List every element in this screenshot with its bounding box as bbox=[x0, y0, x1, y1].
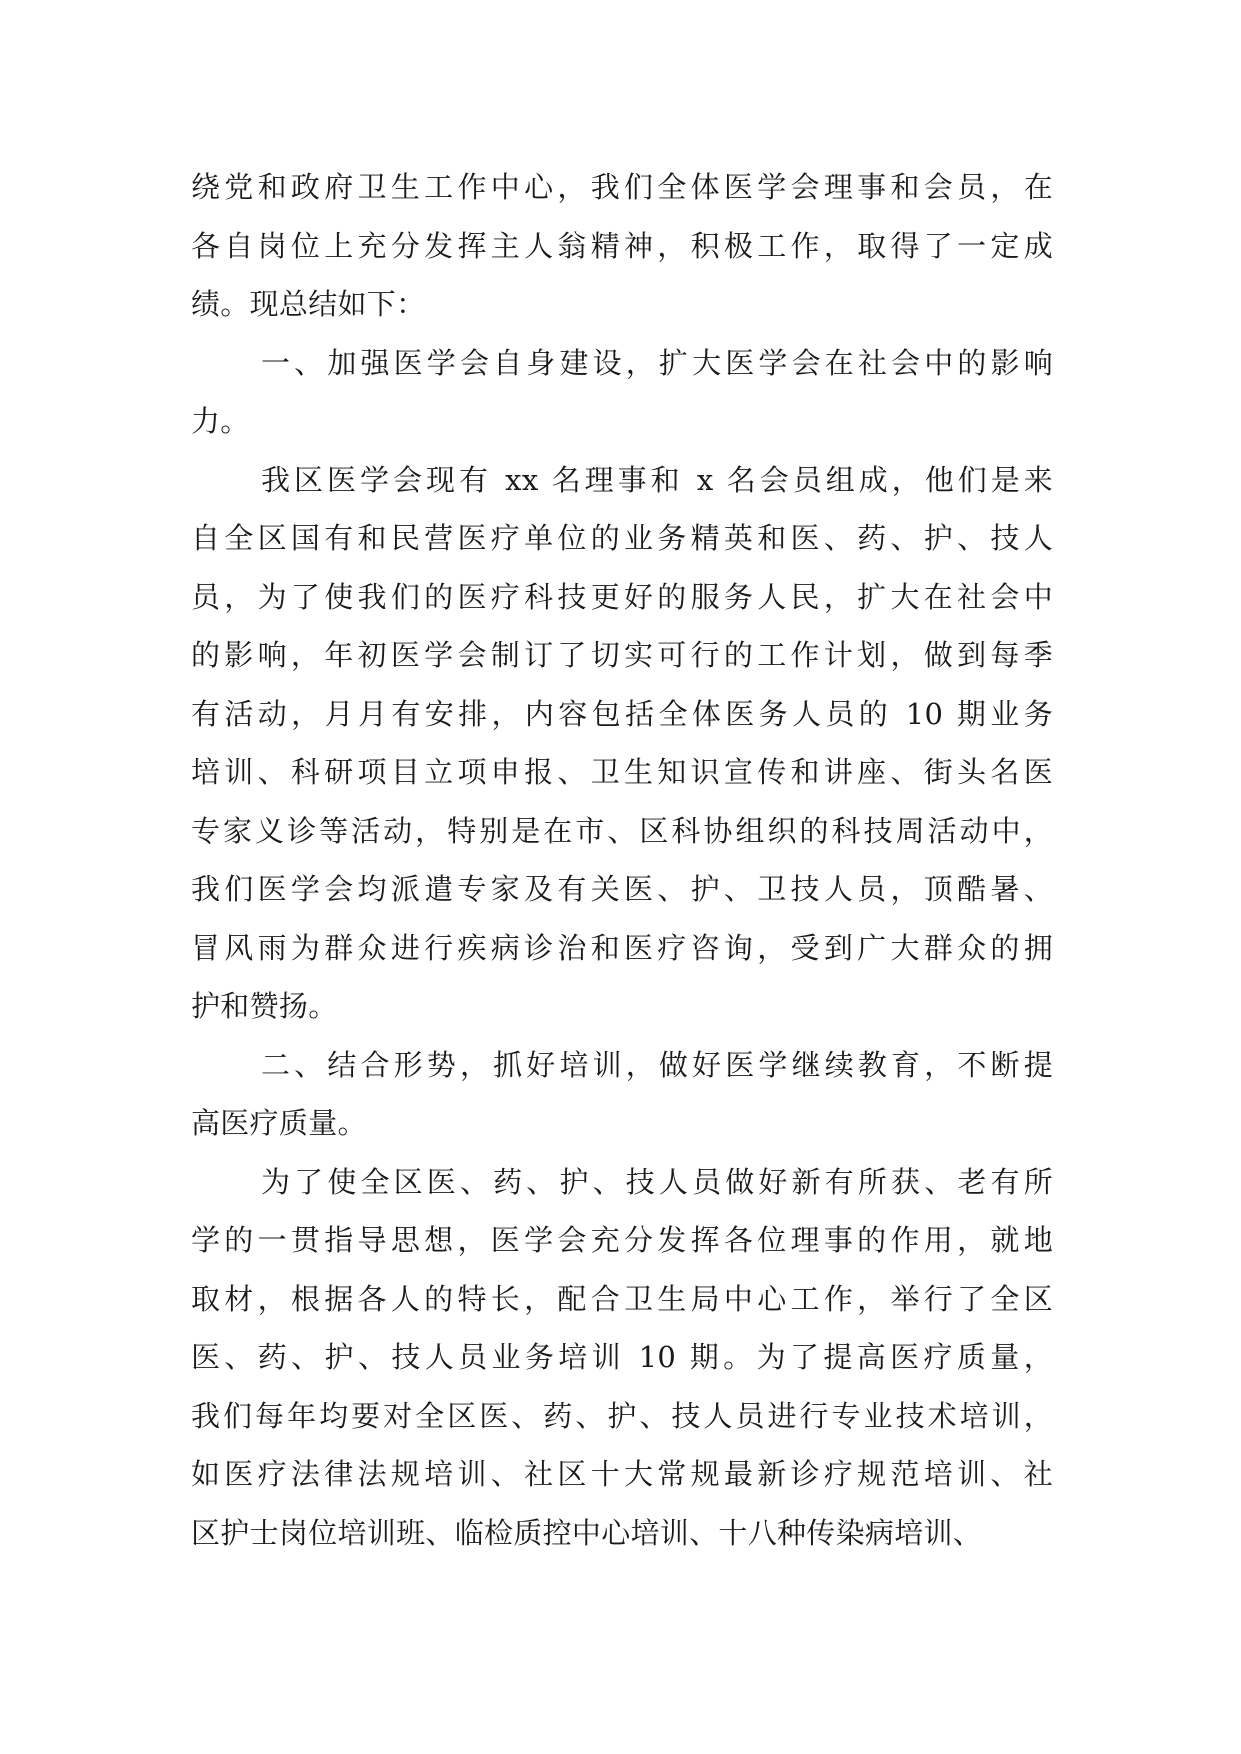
text-line: 我区医学会现有 xx 名理事和 x 名会员组成，他们是来 bbox=[261, 462, 1053, 497]
text-line: 有活动，月月有安排，内容包括全体医务人员的 10 期业务 bbox=[191, 696, 1053, 731]
text-line: 各自岗位上充分发挥主人翁精神，积极工作，取得了一定成 bbox=[191, 228, 1053, 263]
document-body bbox=[191, 158, 1053, 1562]
paragraph-heading-1 bbox=[191, 334, 1053, 451]
text-line: 绕党和政府卫生工作中心，我们全体医学会理事和会员，在 bbox=[191, 170, 1053, 204]
text-line: 二、结合形势，抓好培训，做好医学继续教育，不断提 bbox=[261, 1047, 1053, 1082]
text-line: 学的一贯指导思想，医学会充分发挥各位理事的作用，就地 bbox=[191, 1223, 1053, 1257]
paragraph-para-1 bbox=[191, 451, 1053, 1036]
text-line: 如医疗法律法规培训、社区十大常规最新诊疗规范培训、社 bbox=[191, 1457, 1053, 1491]
text-line: 一、加强医学会自身建设，扩大医学会在社会中的影响 bbox=[261, 345, 1053, 380]
text-line: 的影响，年初医学会制订了切实可行的工作计划，做到每季 bbox=[191, 638, 1053, 672]
text-line: 冒风雨为群众进行疾病诊治和医疗咨询，受到广大群众的拥 bbox=[191, 930, 1053, 965]
text-line: 取材，根据各人的特长，配合卫生局中心工作，举行了全区 bbox=[191, 1281, 1053, 1316]
paragraph-intro bbox=[191, 158, 1053, 334]
text-line: 员，为了使我们的医疗科技更好的服务人民，扩大在社会中 bbox=[191, 579, 1053, 614]
text-line: 力。 bbox=[191, 404, 250, 438]
text-line: 自全区国有和民营医疗单位的业务精英和医、药、护、技人 bbox=[191, 521, 1053, 555]
paragraph-heading-2 bbox=[191, 1036, 1053, 1153]
text-line: 专家义诊等活动，特别是在市、区科协组织的科技周活动中， bbox=[191, 813, 1053, 848]
text-line: 为了使全区医、药、护、技人员做好新有所获、老有所 bbox=[261, 1164, 1053, 1199]
paragraph-para-2 bbox=[191, 1153, 1053, 1563]
text-line: 培训、科研项目立项申报、卫生知识宣传和讲座、街头名医 bbox=[191, 755, 1053, 789]
text-line: 我们医学会均派遣专家及有关医、护、卫技人员，顶酷暑、 bbox=[191, 872, 1053, 906]
text-line: 区护士岗位培训班、临检质控中心培训、十八种传染病培训、 bbox=[191, 1515, 983, 1550]
text-line: 高医疗质量。 bbox=[191, 1106, 367, 1140]
text-line: 护和赞扬。 bbox=[191, 989, 338, 1023]
text-line: 绩。现总结如下： bbox=[191, 287, 426, 321]
text-line: 医、药、护、技人员业务培训 10 期。为了提高医疗质量， bbox=[191, 1340, 1053, 1374]
text-line: 我们每年均要对全区医、药、护、技人员进行专业技术培训， bbox=[191, 1398, 1053, 1433]
